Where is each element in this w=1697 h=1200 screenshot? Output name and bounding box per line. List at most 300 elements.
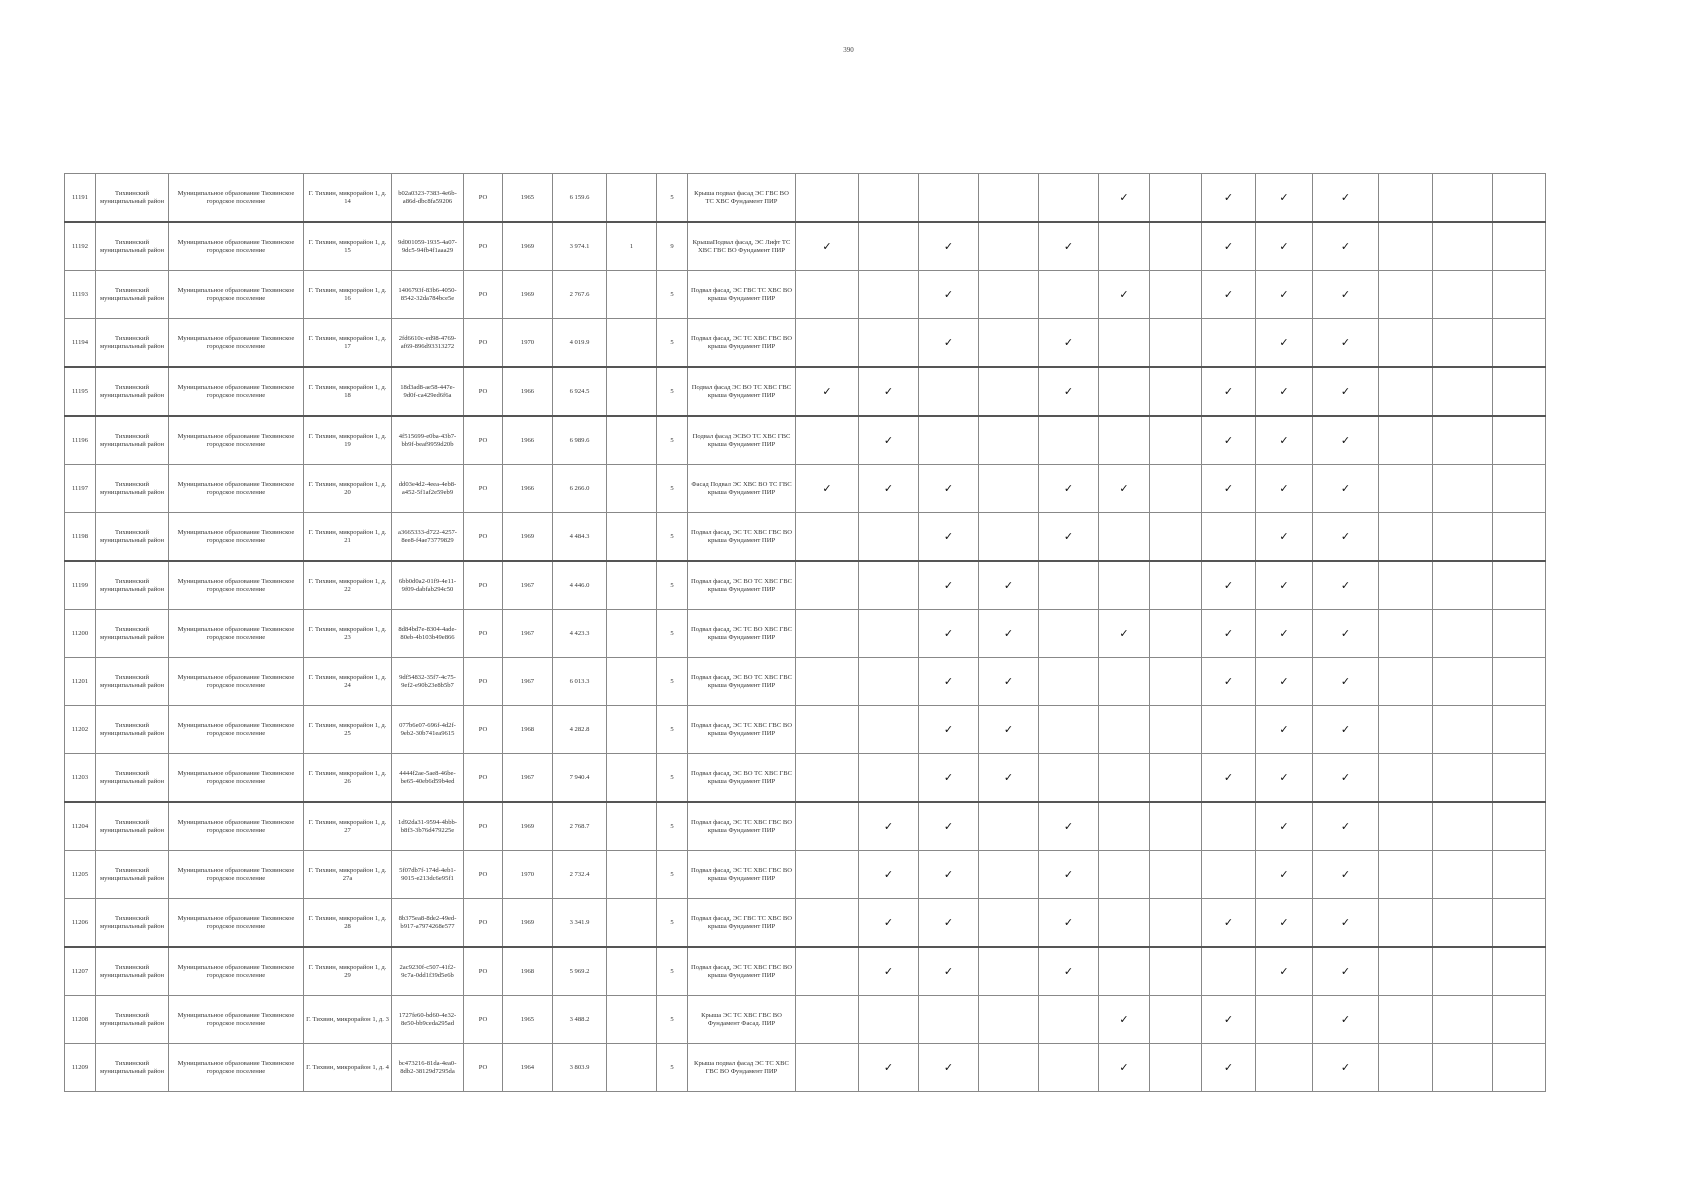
- work-mark-cell: [919, 610, 979, 658]
- work-mark-cell: [1379, 1044, 1433, 1092]
- work-mark-cell: [1433, 802, 1493, 851]
- checkmark-icon: ✓: [1119, 1060, 1129, 1074]
- work-mark-cell: [1150, 513, 1202, 562]
- checkmark-icon: ✓: [1063, 239, 1074, 253]
- row-number: 11205: [65, 851, 96, 899]
- work-mark-cell: [1493, 851, 1546, 899]
- guid-cell: 9d001059-1935-4a07-9dc5-94fb4f1aaa29: [392, 222, 464, 271]
- district-cell: Тихвинский муниципальный район: [96, 851, 169, 899]
- count-cell: [607, 706, 657, 754]
- work-mark-cell: [1039, 851, 1099, 899]
- works-cell: Подвал фасад, ЭС ВО ТС ХВС ГВС крыша Фундамент ПИР: [688, 754, 796, 803]
- work-mark-cell: [1202, 416, 1256, 465]
- checkmark-icon: ✓: [883, 915, 894, 929]
- year-cell: 1968: [503, 706, 553, 754]
- address-cell: Г. Тихвин, микрорайон 1, д. 4: [304, 1044, 392, 1092]
- floors-cell: 5: [657, 513, 688, 562]
- work-mark-cell: [1150, 610, 1202, 658]
- floors-cell: 5: [657, 271, 688, 319]
- work-mark-cell: [1150, 802, 1202, 851]
- work-mark-cell: [859, 1044, 919, 1092]
- work-mark-cell: [1433, 561, 1493, 610]
- table-row: [65, 706, 1546, 754]
- work-mark-cell: [1099, 851, 1150, 899]
- district-cell: Тихвинский муниципальный район: [96, 174, 169, 223]
- form-cell: РО: [464, 899, 503, 948]
- work-mark-cell: [1313, 319, 1379, 368]
- district-cell: Тихвинский муниципальный район: [96, 416, 169, 465]
- table-row: [65, 899, 1546, 948]
- area-cell: 4 282.8: [553, 706, 607, 754]
- year-cell: 1967: [503, 754, 553, 803]
- area-cell: 4 484.3: [553, 513, 607, 562]
- municipality-cell: Муниципальное образование Тихвинское городское поселение: [169, 996, 304, 1044]
- area-cell: 2 767.6: [553, 271, 607, 319]
- checkmark-icon: ✓: [1279, 722, 1289, 736]
- work-mark-cell: [919, 851, 979, 899]
- work-mark-cell: [1433, 996, 1493, 1044]
- work-mark-cell: [1039, 271, 1099, 319]
- checkmark-icon: ✓: [943, 964, 954, 978]
- register-table: [64, 173, 1546, 1092]
- checkmark-icon: ✓: [1063, 481, 1074, 495]
- work-mark-cell: [1433, 851, 1493, 899]
- checkmark-icon: ✓: [1223, 770, 1234, 784]
- municipality-cell: Муниципальное образование Тихвинское городское поселение: [169, 561, 304, 610]
- address-cell: Г. Тихвин, микрорайон 1, д. 28: [304, 899, 392, 948]
- work-mark-cell: [1256, 754, 1313, 803]
- row-number: 11200: [65, 610, 96, 658]
- checkmark-icon: ✓: [1279, 335, 1289, 349]
- checkmark-icon: ✓: [1119, 626, 1129, 640]
- work-mark-cell: [1202, 367, 1256, 416]
- work-mark-cell: [1202, 271, 1256, 319]
- work-mark-cell: [1150, 222, 1202, 271]
- work-mark-cell: [1433, 513, 1493, 562]
- municipality-cell: Муниципальное образование Тихвинское городское поселение: [169, 754, 304, 803]
- works-cell: Крыша подвал фасад ЭС ГВС ВО ТС ХВС Фундамент ПИР: [688, 174, 796, 223]
- address-cell: Г. Тихвин, микрорайон 1, д. 18: [304, 367, 392, 416]
- work-mark-cell: [1379, 416, 1433, 465]
- guid-cell: 4444f2ae-5ae8-46be-be65-40eb6d59b4ed: [392, 754, 464, 803]
- address-cell: Г. Тихвин, микрорайон 1, д. 14: [304, 174, 392, 223]
- address-cell: Г. Тихвин, микрорайон 1, д. 24: [304, 658, 392, 706]
- count-cell: [607, 174, 657, 223]
- work-mark-cell: [1379, 658, 1433, 706]
- floors-cell: 5: [657, 1044, 688, 1092]
- work-mark-cell: [919, 367, 979, 416]
- checkmark-icon: ✓: [1279, 578, 1289, 592]
- work-mark-cell: [859, 367, 919, 416]
- year-cell: 1969: [503, 222, 553, 271]
- floors-cell: 5: [657, 658, 688, 706]
- count-cell: [607, 561, 657, 610]
- work-mark-cell: [1099, 222, 1150, 271]
- year-cell: 1968: [503, 947, 553, 996]
- guid-cell: 9df54832-35f7-4c75-9ef2-e90b23e8b5b7: [392, 658, 464, 706]
- work-mark-cell: [1379, 706, 1433, 754]
- address-cell: Г. Тихвин, микрорайон 1, д. 17: [304, 319, 392, 368]
- year-cell: 1969: [503, 802, 553, 851]
- work-mark-cell: [1379, 222, 1433, 271]
- work-mark-cell: [919, 754, 979, 803]
- floors-cell: 5: [657, 174, 688, 223]
- checkmark-icon: ✓: [1003, 578, 1014, 592]
- work-mark-cell: [796, 996, 859, 1044]
- year-cell: 1969: [503, 271, 553, 319]
- guid-cell: 1406793f-83b6-4050-8542-32da784bce5e: [392, 271, 464, 319]
- work-mark-cell: [1379, 367, 1433, 416]
- work-mark-cell: [1150, 658, 1202, 706]
- checkmark-icon: ✓: [1279, 770, 1289, 784]
- work-mark-cell: [796, 222, 859, 271]
- work-mark-cell: [796, 465, 859, 513]
- address-cell: Г. Тихвин, микрорайон 1, д. 27: [304, 802, 392, 851]
- district-cell: Тихвинский муниципальный район: [96, 271, 169, 319]
- work-mark-cell: [859, 513, 919, 562]
- checkmark-icon: ✓: [1119, 481, 1129, 495]
- table-row: [65, 416, 1546, 465]
- form-cell: РО: [464, 802, 503, 851]
- work-mark-cell: [1313, 416, 1379, 465]
- table-row: [65, 754, 1546, 803]
- count-cell: [607, 899, 657, 948]
- floors-cell: 9: [657, 222, 688, 271]
- municipality-cell: Муниципальное образование Тихвинское городское поселение: [169, 271, 304, 319]
- work-mark-cell: [796, 271, 859, 319]
- form-cell: РО: [464, 367, 503, 416]
- area-cell: 6 013.3: [553, 658, 607, 706]
- guid-cell: 6bb0d0a2-01f9-4e11-9f09-dabfab294c50: [392, 561, 464, 610]
- work-mark-cell: [1313, 706, 1379, 754]
- municipality-cell: Муниципальное образование Тихвинское городское поселение: [169, 416, 304, 465]
- work-mark-cell: [796, 416, 859, 465]
- row-number: 11206: [65, 899, 96, 948]
- area-cell: 3 803.9: [553, 1044, 607, 1092]
- work-mark-cell: [979, 561, 1039, 610]
- work-mark-cell: [1150, 367, 1202, 416]
- work-mark-cell: [919, 802, 979, 851]
- checkmark-icon: ✓: [1223, 190, 1234, 204]
- count-cell: [607, 610, 657, 658]
- work-mark-cell: [1202, 465, 1256, 513]
- work-mark-cell: [979, 947, 1039, 996]
- address-cell: Г. Тихвин, микрорайон 1, д. 27а: [304, 851, 392, 899]
- work-mark-cell: [919, 319, 979, 368]
- work-mark-cell: [1039, 416, 1099, 465]
- work-mark-cell: [1379, 271, 1433, 319]
- work-mark-cell: [979, 658, 1039, 706]
- table-row: [65, 561, 1546, 610]
- work-mark-cell: [859, 174, 919, 223]
- checkmark-icon: ✓: [1340, 1060, 1351, 1074]
- work-mark-cell: [1493, 802, 1546, 851]
- form-cell: РО: [464, 706, 503, 754]
- work-mark-cell: [1313, 610, 1379, 658]
- work-mark-cell: [1039, 319, 1099, 368]
- works-cell: Подвал фасад, ЭС ТС ХВС ГВС ВО крыша Фундамент ПИР: [688, 319, 796, 368]
- work-mark-cell: [1039, 706, 1099, 754]
- floors-cell: 5: [657, 610, 688, 658]
- work-mark-cell: [1099, 899, 1150, 948]
- work-mark-cell: [979, 802, 1039, 851]
- work-mark-cell: [1379, 610, 1433, 658]
- row-number: 11191: [65, 174, 96, 223]
- district-cell: Тихвинский муниципальный район: [96, 513, 169, 562]
- work-mark-cell: [859, 222, 919, 271]
- guid-cell: 8d84bd7e-8304-4ade-80eb-4b103b49e866: [392, 610, 464, 658]
- table-row: [65, 996, 1546, 1044]
- work-mark-cell: [1150, 899, 1202, 948]
- address-cell: Г. Тихвин, микрорайон 1, д. 20: [304, 465, 392, 513]
- table-row: [65, 367, 1546, 416]
- work-mark-cell: [1313, 658, 1379, 706]
- district-cell: Тихвинский муниципальный район: [96, 754, 169, 803]
- work-mark-cell: [1202, 947, 1256, 996]
- work-mark-cell: [1202, 851, 1256, 899]
- work-mark-cell: [1202, 1044, 1256, 1092]
- checkmark-icon: ✓: [1340, 335, 1351, 349]
- works-cell: Подвал фасад, ЭС ГВС ТС ХВС ВО крыша Фундамент ПИР: [688, 899, 796, 948]
- checkmark-icon: ✓: [1340, 674, 1351, 688]
- row-number: 11203: [65, 754, 96, 803]
- row-number: 11192: [65, 222, 96, 271]
- work-mark-cell: [1433, 947, 1493, 996]
- work-mark-cell: [1150, 754, 1202, 803]
- checkmark-icon: ✓: [943, 915, 954, 929]
- checkmark-icon: ✓: [1340, 626, 1351, 640]
- work-mark-cell: [1039, 996, 1099, 1044]
- checkmark-icon: ✓: [1279, 190, 1289, 204]
- checkmark-icon: ✓: [1063, 529, 1074, 543]
- work-mark-cell: [1313, 899, 1379, 948]
- work-mark-cell: [1493, 465, 1546, 513]
- year-cell: 1965: [503, 996, 553, 1044]
- district-cell: Тихвинский муниципальный район: [96, 367, 169, 416]
- work-mark-cell: [1433, 319, 1493, 368]
- checkmark-icon: ✓: [1063, 384, 1074, 398]
- work-mark-cell: [1099, 271, 1150, 319]
- checkmark-icon: ✓: [1340, 190, 1351, 204]
- checkmark-icon: ✓: [822, 384, 832, 398]
- year-cell: 1966: [503, 416, 553, 465]
- work-mark-cell: [1256, 658, 1313, 706]
- works-cell: Подвал фасад, ЭС ТС ХВС ГВС ВО крыша Фундамент ПИР: [688, 706, 796, 754]
- work-mark-cell: [979, 513, 1039, 562]
- checkmark-icon: ✓: [1340, 1012, 1351, 1026]
- work-mark-cell: [1493, 1044, 1546, 1092]
- floors-cell: 5: [657, 947, 688, 996]
- checkmark-icon: ✓: [1003, 722, 1014, 736]
- guid-cell: 8b375ea8-8de2-49ed-b917-a7974268e577: [392, 899, 464, 948]
- work-mark-cell: [1256, 174, 1313, 223]
- municipality-cell: Муниципальное образование Тихвинское городское поселение: [169, 899, 304, 948]
- work-mark-cell: [1099, 513, 1150, 562]
- work-mark-cell: [979, 465, 1039, 513]
- work-mark-cell: [796, 899, 859, 948]
- works-cell: Фасад Подвал ЭС ХВС ВО ТС ГВС крыша Фундамент ПИР: [688, 465, 796, 513]
- row-number: 11195: [65, 367, 96, 416]
- checkmark-icon: ✓: [1340, 433, 1351, 447]
- work-mark-cell: [979, 367, 1039, 416]
- work-mark-cell: [979, 222, 1039, 271]
- checkmark-icon: ✓: [1340, 287, 1351, 301]
- work-mark-cell: [1493, 174, 1546, 223]
- municipality-cell: Муниципальное образование Тихвинское городское поселение: [169, 947, 304, 996]
- checkmark-icon: ✓: [883, 819, 894, 833]
- work-mark-cell: [979, 996, 1039, 1044]
- checkmark-icon: ✓: [1340, 529, 1351, 543]
- checkmark-icon: ✓: [883, 384, 894, 398]
- work-mark-cell: [1379, 899, 1433, 948]
- checkmark-icon: ✓: [883, 1060, 894, 1074]
- floors-cell: 5: [657, 706, 688, 754]
- row-number: 11193: [65, 271, 96, 319]
- work-mark-cell: [1256, 610, 1313, 658]
- work-mark-cell: [1256, 561, 1313, 610]
- municipality-cell: Муниципальное образование Тихвинское городское поселение: [169, 222, 304, 271]
- form-cell: РО: [464, 222, 503, 271]
- row-number: 11202: [65, 706, 96, 754]
- district-cell: Тихвинский муниципальный район: [96, 465, 169, 513]
- guid-cell: 1d92da31-9594-4bbb-b8f3-3b76d479225e: [392, 802, 464, 851]
- form-cell: РО: [464, 658, 503, 706]
- count-cell: [607, 851, 657, 899]
- works-cell: Подвал фасад, ЭС ТС ХВС ГВС ВО крыша Фундамент ПИР: [688, 802, 796, 851]
- district-cell: Тихвинский муниципальный район: [96, 996, 169, 1044]
- table-row: [65, 222, 1546, 271]
- count-cell: [607, 513, 657, 562]
- work-mark-cell: [859, 947, 919, 996]
- year-cell: 1966: [503, 465, 553, 513]
- area-cell: 7 940.4: [553, 754, 607, 803]
- floors-cell: 5: [657, 754, 688, 803]
- work-mark-cell: [1433, 367, 1493, 416]
- work-mark-cell: [1039, 802, 1099, 851]
- work-mark-cell: [1433, 899, 1493, 948]
- work-mark-cell: [859, 416, 919, 465]
- work-mark-cell: [1202, 754, 1256, 803]
- work-mark-cell: [1099, 658, 1150, 706]
- work-mark-cell: [1379, 513, 1433, 562]
- row-number: 11209: [65, 1044, 96, 1092]
- work-mark-cell: [1099, 1044, 1150, 1092]
- work-mark-cell: [979, 416, 1039, 465]
- floors-cell: 5: [657, 561, 688, 610]
- checkmark-icon: ✓: [822, 481, 832, 495]
- form-cell: РО: [464, 174, 503, 223]
- checkmark-icon: ✓: [1223, 674, 1234, 688]
- address-cell: Г. Тихвин, микрорайон 1, д. 25: [304, 706, 392, 754]
- work-mark-cell: [796, 1044, 859, 1092]
- checkmark-icon: ✓: [1003, 626, 1014, 640]
- district-cell: Тихвинский муниципальный район: [96, 561, 169, 610]
- work-mark-cell: [1150, 561, 1202, 610]
- area-cell: 4 019.9: [553, 319, 607, 368]
- work-mark-cell: [1379, 319, 1433, 368]
- work-mark-cell: [919, 1044, 979, 1092]
- area-cell: 6 924.5: [553, 367, 607, 416]
- work-mark-cell: [1099, 561, 1150, 610]
- work-mark-cell: [919, 222, 979, 271]
- work-mark-cell: [859, 658, 919, 706]
- checkmark-icon: ✓: [1223, 578, 1234, 592]
- checkmark-icon: ✓: [822, 239, 832, 253]
- checkmark-icon: ✓: [943, 674, 954, 688]
- work-mark-cell: [1256, 706, 1313, 754]
- row-number: 11204: [65, 802, 96, 851]
- count-cell: [607, 319, 657, 368]
- work-mark-cell: [1039, 610, 1099, 658]
- checkmark-icon: ✓: [1279, 384, 1289, 398]
- work-mark-cell: [1256, 899, 1313, 948]
- checkmark-icon: ✓: [943, 239, 954, 253]
- district-cell: Тихвинский муниципальный район: [96, 222, 169, 271]
- checkmark-icon: ✓: [943, 287, 954, 301]
- municipality-cell: Муниципальное образование Тихвинское городское поселение: [169, 174, 304, 223]
- work-mark-cell: [1202, 899, 1256, 948]
- floors-cell: 5: [657, 996, 688, 1044]
- year-cell: 1967: [503, 658, 553, 706]
- floors-cell: 5: [657, 319, 688, 368]
- guid-cell: a3665333-d722-4257-8ee8-f4ae73779829: [392, 513, 464, 562]
- checkmark-icon: ✓: [1340, 770, 1351, 784]
- work-mark-cell: [1099, 706, 1150, 754]
- work-mark-cell: [1433, 706, 1493, 754]
- area-cell: 4 446.0: [553, 561, 607, 610]
- works-cell: Крыша ЭС ТС ХВС ГВС ВО Фундамент Фасад. ПИР: [688, 996, 796, 1044]
- work-mark-cell: [1433, 271, 1493, 319]
- work-mark-cell: [1313, 1044, 1379, 1092]
- work-mark-cell: [796, 174, 859, 223]
- work-mark-cell: [1099, 610, 1150, 658]
- municipality-cell: Муниципальное образование Тихвинское городское поселение: [169, 1044, 304, 1092]
- row-number: 11194: [65, 319, 96, 368]
- work-mark-cell: [1256, 802, 1313, 851]
- address-cell: Г. Тихвин, микрорайон 1, д. 16: [304, 271, 392, 319]
- checkmark-icon: ✓: [1279, 867, 1289, 881]
- checkmark-icon: ✓: [1340, 481, 1351, 495]
- checkmark-icon: ✓: [943, 819, 954, 833]
- checkmark-icon: ✓: [1063, 335, 1074, 349]
- checkmark-icon: ✓: [1279, 529, 1289, 543]
- checkmark-icon: ✓: [1119, 287, 1129, 301]
- work-mark-cell: [1202, 658, 1256, 706]
- guid-cell: 077b6e07-696f-4d2f-9eb2-30b741ea9615: [392, 706, 464, 754]
- work-mark-cell: [796, 319, 859, 368]
- work-mark-cell: [1313, 513, 1379, 562]
- work-mark-cell: [1099, 754, 1150, 803]
- work-mark-cell: [859, 319, 919, 368]
- checkmark-icon: ✓: [1340, 867, 1351, 881]
- municipality-cell: Муниципальное образование Тихвинское городское поселение: [169, 319, 304, 368]
- work-mark-cell: [1039, 222, 1099, 271]
- work-mark-cell: [1313, 802, 1379, 851]
- works-cell: КрышаПодвал фасад, ЭС Лифт ТС ХВС ГВС ВО Фундамент ПИР: [688, 222, 796, 271]
- checkmark-icon: ✓: [943, 1060, 954, 1074]
- checkmark-icon: ✓: [1223, 915, 1234, 929]
- work-mark-cell: [1379, 561, 1433, 610]
- count-cell: [607, 802, 657, 851]
- checkmark-icon: ✓: [883, 964, 894, 978]
- work-mark-cell: [919, 899, 979, 948]
- work-mark-cell: [979, 754, 1039, 803]
- work-mark-cell: [1433, 610, 1493, 658]
- year-cell: 1970: [503, 851, 553, 899]
- work-mark-cell: [919, 996, 979, 1044]
- works-cell: Подвал фасад, ЭС ТС ВО ХВС ГВС крыша Фундамент ПИР: [688, 610, 796, 658]
- guid-cell: 18d3ad8-ae58-447e-9d0f-ca429ed6f6a: [392, 367, 464, 416]
